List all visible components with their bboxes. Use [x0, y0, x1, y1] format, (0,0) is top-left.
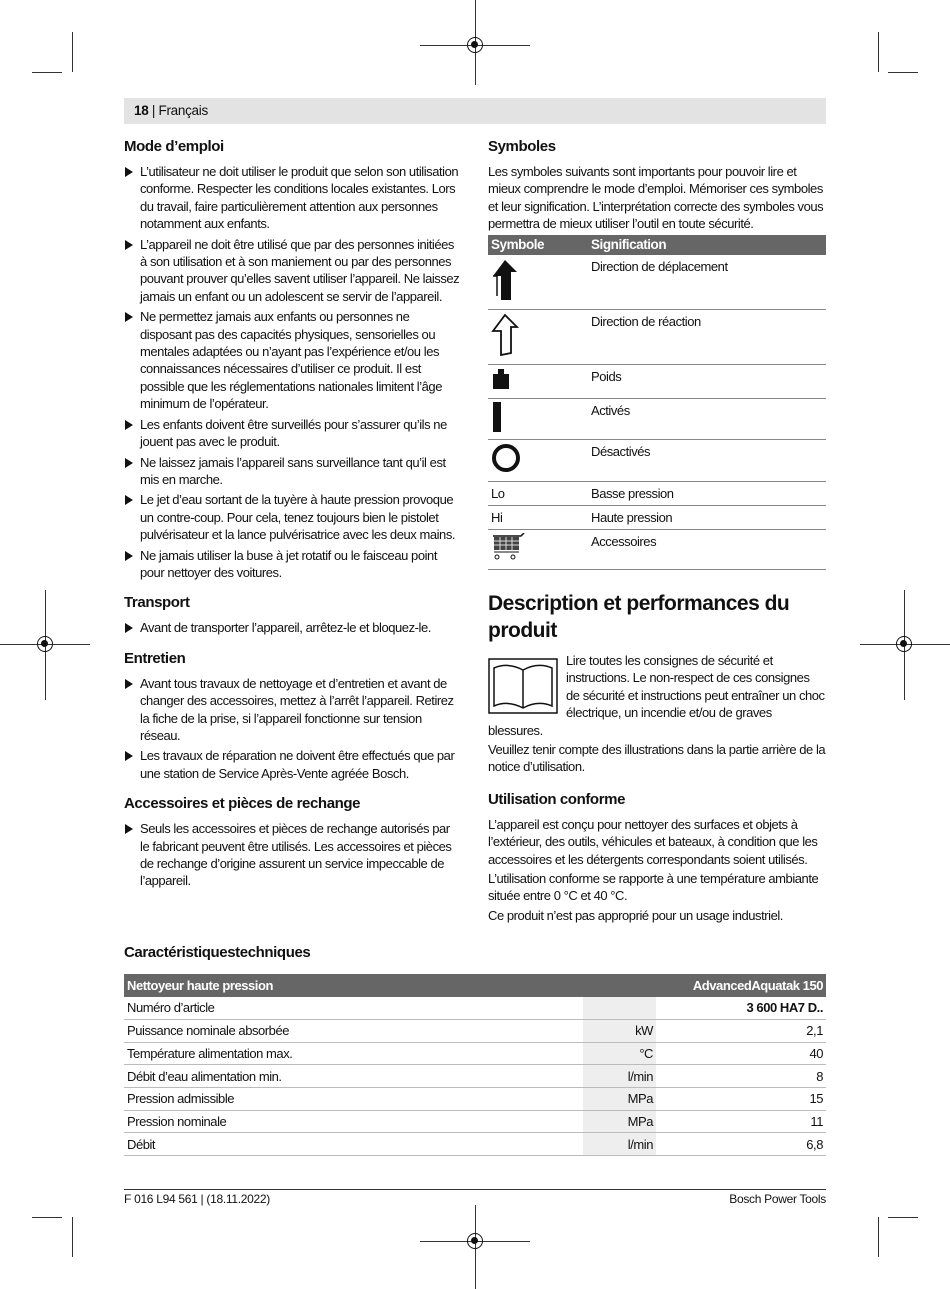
table-row	[488, 481, 826, 505]
crop-mark	[888, 72, 918, 73]
paragraph: L’utilisation conforme se rapporte à une température ambiante située entre 0 °C et 40 °C.	[488, 870, 819, 904]
table-row	[124, 1065, 826, 1088]
registration-mark-icon	[896, 636, 912, 652]
registration-mark-icon	[37, 636, 53, 652]
specs-section	[124, 943, 826, 1156]
section-title: Utilisation conforme	[488, 790, 626, 808]
spec-value: 6,8	[656, 1133, 826, 1156]
table-row	[124, 1133, 826, 1156]
symbol-text: Hi	[488, 506, 588, 530]
section-title: Caractéristiquestechniques	[124, 944, 311, 961]
spec-label: Température alimentation max.	[124, 1042, 583, 1065]
spec-unit: kW	[583, 1019, 656, 1042]
spec-unit	[583, 997, 656, 1020]
safety-notice	[488, 652, 826, 776]
symbol-meaning: Désactivés	[588, 440, 826, 481]
list-item: Ne laissez jamais l’appareil sans surveillance tant qu’il est mis en marche.	[124, 454, 462, 489]
spec-value: 3 600 HA7 D..	[656, 997, 826, 1020]
column-header: Symbole	[488, 235, 588, 255]
specs-table	[124, 974, 826, 1156]
brand: Bosch Power Tools	[729, 1192, 826, 1206]
section-title: Description et performances du produit	[488, 591, 790, 642]
spec-label: Pression nominale	[124, 1110, 583, 1133]
registration-mark-icon	[467, 1233, 483, 1249]
symbol-meaning: Direction de réaction	[588, 310, 826, 365]
table-row	[124, 1087, 826, 1110]
section-title: Mode d’emploi	[124, 138, 224, 155]
symbol-text: Lo	[488, 481, 588, 505]
symbols-intro: Les symboles suivants sont importants pour pouvoir lire et mieux comprendre le mode d’emploi. Mémoriser ces symboles et leur signification. L’interprétation correcte des symboles vous permettra de mieux utiliser l’outil en toute sécurité.	[488, 164, 824, 232]
language: Français	[158, 103, 208, 118]
symbols-table	[488, 235, 826, 570]
list-item: Avant de transporter l’appareil, arrêtez-le et bloquez-le.	[124, 619, 462, 636]
table-row	[124, 1042, 826, 1065]
crop-mark	[888, 1217, 918, 1218]
weight-icon	[491, 368, 511, 390]
crop-mark	[878, 32, 879, 72]
arrow-outline-icon	[491, 313, 519, 357]
spec-label: Puissance nominale absorbée	[124, 1019, 583, 1042]
crop-mark	[878, 1217, 879, 1257]
spec-label: Pression admissible	[124, 1087, 583, 1110]
cart-icon	[491, 533, 527, 561]
table-row	[124, 1110, 826, 1133]
spec-label: Débit	[124, 1133, 583, 1156]
section-transport	[124, 593, 462, 636]
symbol-meaning: Direction de déplacement	[588, 255, 826, 310]
section-title: Entretien	[124, 649, 186, 667]
symbol-meaning: Poids	[588, 365, 826, 398]
table-row	[488, 398, 826, 439]
page-header: 18 | Français	[124, 98, 826, 124]
table-row	[488, 440, 826, 481]
off-circle-icon	[491, 443, 523, 473]
table-row	[488, 506, 826, 530]
page-number: 18	[134, 103, 149, 118]
table-row	[124, 1019, 826, 1042]
section-title: Accessoires et pièces de rechange	[124, 795, 361, 813]
list-item: Les travaux de réparation ne doivent être effectués que par une station de Service Après-Vente agréée Bosch.	[124, 747, 462, 782]
paragraph: L’appareil est conçu pour nettoyer des surfaces et objets à l’extérieur, des outils, véhicules et bateaux, à condition que les accessoires et les détergents correspondants soient utilisés.	[488, 816, 818, 867]
spec-label: Débit d’eau alimentation min.	[124, 1065, 583, 1088]
spec-unit: l/min	[583, 1133, 656, 1156]
symbol-meaning: Haute pression	[588, 506, 826, 530]
spec-value: 8	[656, 1065, 826, 1088]
list-item: Ne permettez jamais aux enfants ou personnes ne disposant pas des capacités physiques, sensorielles ou mentales adaptées ou n’ayant pas l’expérience et/ou les connaissances nécessaires d’utiliser ce produit. Il est possible que les réglementations nationales limitent l’âge minimum de l’opérateur.	[124, 308, 462, 412]
right-column	[488, 137, 826, 926]
spec-value: 15	[656, 1087, 826, 1110]
list-item: Le jet d’eau sortant de la tuyère à haute pression provoque un contre-coup. Pour cela, tenez toujours bien le pistolet pulvérisateur et la lance pulvérisatrice avec les deux mains.	[124, 491, 462, 543]
document-id: F 016 L94 561 | (18.11.2022)	[124, 1192, 270, 1206]
paragraph: Ce produit n’est pas approprié pour un usage industriel.	[488, 907, 783, 923]
spec-label: Numéro d’article	[124, 997, 583, 1020]
spec-unit: l/min	[583, 1065, 656, 1088]
arrow-filled-icon	[491, 258, 519, 302]
crop-mark	[72, 32, 73, 72]
table-row	[488, 255, 826, 310]
symbol-meaning: Activés	[588, 398, 826, 439]
table-row	[488, 310, 826, 365]
section-entretien	[124, 649, 462, 782]
book-icon	[488, 658, 558, 714]
spec-value: 11	[656, 1110, 826, 1133]
registration-mark-icon	[467, 37, 483, 53]
crop-mark	[32, 1217, 62, 1218]
section-mode-emploi	[124, 137, 462, 581]
spec-unit: MPa	[583, 1110, 656, 1133]
safety-text: Lire toutes les consignes de sécurité et instructions. Le non-respect de ces consignes de sécurité et instructions peut entraîner un choc électrique, un incendie et/ou de graves blessures.	[488, 652, 825, 738]
symbol-meaning: Basse pression	[588, 481, 826, 505]
section-accessoires	[124, 794, 462, 890]
table-row	[124, 997, 826, 1020]
specs-header-label: Nettoyeur haute pression	[124, 974, 583, 997]
list-item: Avant tous travaux de nettoyage et d’entretien et avant de changer des accessoires, mettez à l’arrêt l’appareil. Retirez la fiche de la prise, si l’appareil fonctionne sur tension réseau.	[124, 675, 462, 745]
table-row	[488, 365, 826, 398]
spec-value: 2,1	[656, 1019, 826, 1042]
list-item: Seuls les accessoires et pièces de rechange autorisés par le fabricant peuvent être utilisés. Les accessoires et pièces de rechange d’origine assurent un service impeccable de l’appareil.	[124, 820, 462, 890]
crop-mark	[32, 72, 62, 73]
list-item: L’appareil ne doit être utilisé que par des personnes initiées à son utilisation et à son maniement ou par des personnes pouvant prouver qu’elles savent utiliser l’appareil. Ne laissez jamais un enfant ou un adolescent se servir de l’appareil.	[124, 236, 462, 306]
spec-value: 40	[656, 1042, 826, 1065]
section-title: Transport	[124, 594, 190, 612]
specs-header-model: AdvancedAquatak 150	[656, 974, 826, 997]
section-title: Symboles	[488, 138, 556, 155]
on-bar-icon	[491, 402, 503, 432]
crop-mark	[72, 1217, 73, 1257]
symbol-meaning: Accessoires	[588, 530, 826, 569]
list-item: Les enfants doivent être surveillés pour s’assurer qu’ils ne jouent pas avec le produit.	[124, 416, 462, 451]
column-header: Signification	[588, 235, 826, 255]
list-item: Ne jamais utiliser la buse à jet rotatif ou le faisceau point pour nettoyer des voitures.	[124, 547, 462, 582]
note-text: Veuillez tenir compte des illustrations dans la partie arrière de la notice d’utilisation.	[488, 741, 826, 775]
table-row	[488, 530, 826, 569]
spec-unit: MPa	[583, 1087, 656, 1110]
left-column	[124, 137, 462, 902]
spec-unit: °C	[583, 1042, 656, 1065]
list-item: L’utilisateur ne doit utiliser le produit que selon son utilisation conforme. Respecter les conditions locales existantes. Lors du travail, faire particulièrement attention aux personnes notamment aux enfants.	[124, 163, 462, 233]
page-footer	[124, 1189, 826, 1206]
